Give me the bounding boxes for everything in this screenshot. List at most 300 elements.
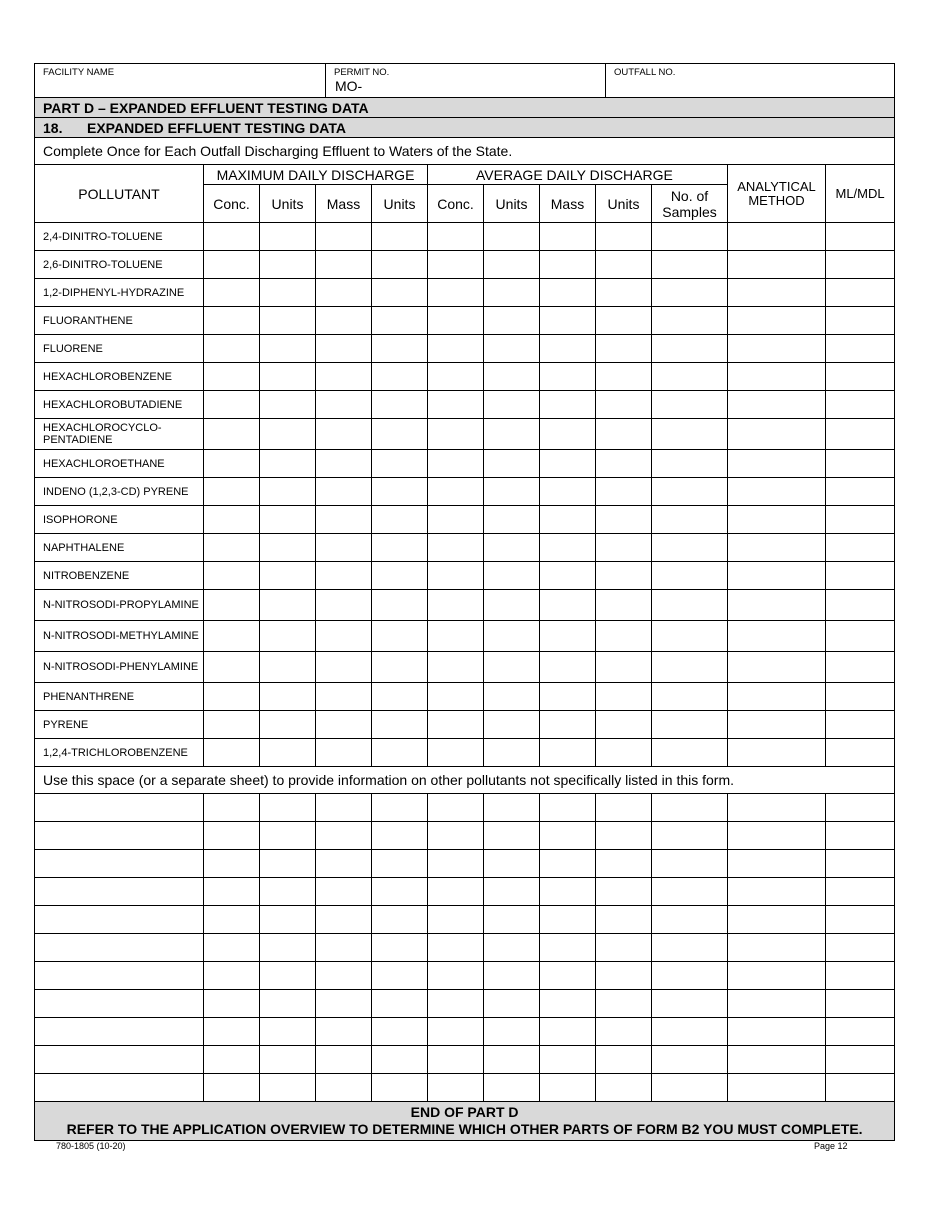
max-mass-units-cell[interactable]	[372, 279, 428, 307]
avg-mass-cell[interactable]	[540, 279, 596, 307]
avg-mass-units-cell[interactable]	[596, 419, 652, 450]
analytical-method-cell[interactable]	[728, 223, 826, 251]
other-pollutant-cell[interactable]	[35, 934, 204, 962]
avg-conc-units-cell[interactable]	[484, 850, 540, 878]
avg-mass-cell[interactable]	[540, 683, 596, 711]
avg-mass-cell[interactable]	[540, 711, 596, 739]
max-mass-units-cell[interactable]	[372, 906, 428, 934]
avg-mass-units-cell[interactable]	[596, 711, 652, 739]
analytical-method-cell[interactable]	[728, 506, 826, 534]
max-conc-units-cell[interactable]	[260, 962, 316, 990]
facility-name-field[interactable]	[35, 64, 326, 98]
max-mass-units-cell[interactable]	[372, 711, 428, 739]
max-conc-cell[interactable]	[204, 739, 260, 767]
no-of-samples-cell[interactable]	[652, 251, 728, 279]
no-of-samples-cell[interactable]	[652, 590, 728, 621]
avg-conc-units-cell[interactable]	[484, 652, 540, 683]
avg-conc-cell[interactable]	[428, 1046, 484, 1074]
max-conc-units-cell[interactable]	[260, 590, 316, 621]
avg-mass-cell[interactable]	[540, 962, 596, 990]
avg-conc-cell[interactable]	[428, 683, 484, 711]
avg-conc-units-cell[interactable]	[484, 822, 540, 850]
avg-mass-units-cell[interactable]	[596, 878, 652, 906]
max-conc-units-cell[interactable]	[260, 906, 316, 934]
analytical-method-cell[interactable]	[728, 652, 826, 683]
max-conc-units-cell[interactable]	[260, 279, 316, 307]
max-mass-units-cell[interactable]	[372, 652, 428, 683]
max-mass-cell[interactable]	[316, 307, 372, 335]
other-pollutant-cell[interactable]	[35, 794, 204, 822]
no-of-samples-cell[interactable]	[652, 1018, 728, 1046]
avg-mass-cell[interactable]	[540, 419, 596, 450]
max-mass-cell[interactable]	[316, 590, 372, 621]
avg-mass-units-cell[interactable]	[596, 590, 652, 621]
ml-mdl-cell[interactable]	[826, 711, 895, 739]
avg-mass-cell[interactable]	[540, 450, 596, 478]
max-conc-units-cell[interactable]	[260, 335, 316, 363]
other-pollutant-cell[interactable]	[35, 878, 204, 906]
max-conc-cell[interactable]	[204, 506, 260, 534]
max-mass-cell[interactable]	[316, 562, 372, 590]
max-conc-units-cell[interactable]	[260, 363, 316, 391]
max-conc-units-cell[interactable]	[260, 223, 316, 251]
analytical-method-cell[interactable]	[728, 335, 826, 363]
max-conc-cell[interactable]	[204, 534, 260, 562]
max-conc-units-cell[interactable]	[260, 739, 316, 767]
analytical-method-cell[interactable]	[728, 906, 826, 934]
avg-conc-cell[interactable]	[428, 906, 484, 934]
max-mass-cell[interactable]	[316, 251, 372, 279]
max-conc-cell[interactable]	[204, 335, 260, 363]
max-mass-cell[interactable]	[316, 335, 372, 363]
max-conc-units-cell[interactable]	[260, 419, 316, 450]
ml-mdl-cell[interactable]	[826, 990, 895, 1018]
avg-conc-units-cell[interactable]	[484, 934, 540, 962]
avg-mass-cell[interactable]	[540, 878, 596, 906]
avg-conc-cell[interactable]	[428, 850, 484, 878]
no-of-samples-cell[interactable]	[652, 878, 728, 906]
max-mass-units-cell[interactable]	[372, 419, 428, 450]
avg-mass-units-cell[interactable]	[596, 683, 652, 711]
avg-conc-cell[interactable]	[428, 652, 484, 683]
avg-mass-units-cell[interactable]	[596, 621, 652, 652]
max-mass-cell[interactable]	[316, 478, 372, 506]
other-pollutant-cell[interactable]	[35, 962, 204, 990]
avg-conc-units-cell[interactable]	[484, 223, 540, 251]
outfall-no-field[interactable]	[606, 64, 895, 98]
ml-mdl-cell[interactable]	[826, 307, 895, 335]
avg-mass-cell[interactable]	[540, 223, 596, 251]
no-of-samples-cell[interactable]	[652, 850, 728, 878]
max-conc-cell[interactable]	[204, 850, 260, 878]
max-mass-cell[interactable]	[316, 1046, 372, 1074]
no-of-samples-cell[interactable]	[652, 962, 728, 990]
permit-no-field[interactable]	[326, 64, 606, 98]
ml-mdl-cell[interactable]	[826, 223, 895, 251]
max-mass-units-cell[interactable]	[372, 878, 428, 906]
no-of-samples-cell[interactable]	[652, 739, 728, 767]
other-pollutant-cell[interactable]	[35, 990, 204, 1018]
analytical-method-cell[interactable]	[728, 850, 826, 878]
other-pollutant-cell[interactable]	[35, 850, 204, 878]
ml-mdl-cell[interactable]	[826, 794, 895, 822]
analytical-method-cell[interactable]	[728, 450, 826, 478]
analytical-method-cell[interactable]	[728, 878, 826, 906]
ml-mdl-cell[interactable]	[826, 878, 895, 906]
avg-mass-units-cell[interactable]	[596, 934, 652, 962]
avg-conc-cell[interactable]	[428, 590, 484, 621]
avg-conc-units-cell[interactable]	[484, 739, 540, 767]
avg-mass-units-cell[interactable]	[596, 562, 652, 590]
avg-conc-cell[interactable]	[428, 1018, 484, 1046]
avg-mass-units-cell[interactable]	[596, 794, 652, 822]
no-of-samples-cell[interactable]	[652, 450, 728, 478]
max-conc-units-cell[interactable]	[260, 478, 316, 506]
max-mass-cell[interactable]	[316, 621, 372, 652]
avg-conc-cell[interactable]	[428, 419, 484, 450]
ml-mdl-cell[interactable]	[826, 962, 895, 990]
avg-mass-units-cell[interactable]	[596, 223, 652, 251]
avg-conc-units-cell[interactable]	[484, 1074, 540, 1102]
max-conc-units-cell[interactable]	[260, 562, 316, 590]
avg-mass-cell[interactable]	[540, 590, 596, 621]
max-mass-units-cell[interactable]	[372, 335, 428, 363]
other-pollutant-cell[interactable]	[35, 1074, 204, 1102]
max-conc-cell[interactable]	[204, 962, 260, 990]
analytical-method-cell[interactable]	[728, 1046, 826, 1074]
avg-conc-units-cell[interactable]	[484, 450, 540, 478]
avg-mass-cell[interactable]	[540, 534, 596, 562]
avg-conc-units-cell[interactable]	[484, 335, 540, 363]
analytical-method-cell[interactable]	[728, 621, 826, 652]
max-mass-cell[interactable]	[316, 850, 372, 878]
avg-conc-cell[interactable]	[428, 363, 484, 391]
avg-mass-cell[interactable]	[540, 1046, 596, 1074]
avg-mass-cell[interactable]	[540, 478, 596, 506]
max-conc-units-cell[interactable]	[260, 506, 316, 534]
avg-conc-cell[interactable]	[428, 711, 484, 739]
avg-conc-cell[interactable]	[428, 739, 484, 767]
avg-conc-cell[interactable]	[428, 562, 484, 590]
max-mass-units-cell[interactable]	[372, 621, 428, 652]
max-conc-cell[interactable]	[204, 794, 260, 822]
max-conc-cell[interactable]	[204, 1074, 260, 1102]
no-of-samples-cell[interactable]	[652, 1074, 728, 1102]
max-mass-units-cell[interactable]	[372, 1074, 428, 1102]
max-conc-cell[interactable]	[204, 223, 260, 251]
avg-mass-units-cell[interactable]	[596, 506, 652, 534]
no-of-samples-cell[interactable]	[652, 335, 728, 363]
max-conc-cell[interactable]	[204, 934, 260, 962]
avg-mass-cell[interactable]	[540, 391, 596, 419]
analytical-method-cell[interactable]	[728, 934, 826, 962]
ml-mdl-cell[interactable]	[826, 683, 895, 711]
max-mass-units-cell[interactable]	[372, 363, 428, 391]
avg-mass-cell[interactable]	[540, 990, 596, 1018]
max-mass-cell[interactable]	[316, 934, 372, 962]
max-mass-cell[interactable]	[316, 878, 372, 906]
max-conc-cell[interactable]	[204, 478, 260, 506]
avg-mass-units-cell[interactable]	[596, 335, 652, 363]
avg-conc-units-cell[interactable]	[484, 590, 540, 621]
avg-mass-units-cell[interactable]	[596, 251, 652, 279]
max-mass-units-cell[interactable]	[372, 506, 428, 534]
avg-mass-units-cell[interactable]	[596, 450, 652, 478]
avg-conc-cell[interactable]	[428, 251, 484, 279]
no-of-samples-cell[interactable]	[652, 652, 728, 683]
max-mass-cell[interactable]	[316, 1074, 372, 1102]
avg-conc-units-cell[interactable]	[484, 279, 540, 307]
avg-mass-units-cell[interactable]	[596, 1046, 652, 1074]
max-conc-cell[interactable]	[204, 391, 260, 419]
avg-conc-units-cell[interactable]	[484, 391, 540, 419]
avg-conc-units-cell[interactable]	[484, 363, 540, 391]
avg-conc-units-cell[interactable]	[484, 621, 540, 652]
avg-conc-cell[interactable]	[428, 450, 484, 478]
max-conc-units-cell[interactable]	[260, 711, 316, 739]
ml-mdl-cell[interactable]	[826, 1074, 895, 1102]
analytical-method-cell[interactable]	[728, 711, 826, 739]
max-conc-cell[interactable]	[204, 652, 260, 683]
no-of-samples-cell[interactable]	[652, 683, 728, 711]
max-mass-units-cell[interactable]	[372, 990, 428, 1018]
ml-mdl-cell[interactable]	[826, 534, 895, 562]
max-mass-units-cell[interactable]	[372, 223, 428, 251]
max-mass-units-cell[interactable]	[372, 590, 428, 621]
max-mass-units-cell[interactable]	[372, 1018, 428, 1046]
avg-mass-cell[interactable]	[540, 1074, 596, 1102]
avg-conc-cell[interactable]	[428, 478, 484, 506]
analytical-method-cell[interactable]	[728, 562, 826, 590]
max-mass-cell[interactable]	[316, 652, 372, 683]
avg-conc-cell[interactable]	[428, 1074, 484, 1102]
avg-conc-cell[interactable]	[428, 307, 484, 335]
ml-mdl-cell[interactable]	[826, 363, 895, 391]
ml-mdl-cell[interactable]	[826, 739, 895, 767]
avg-mass-cell[interactable]	[540, 335, 596, 363]
analytical-method-cell[interactable]	[728, 478, 826, 506]
ml-mdl-cell[interactable]	[826, 419, 895, 450]
no-of-samples-cell[interactable]	[652, 223, 728, 251]
ml-mdl-cell[interactable]	[826, 822, 895, 850]
other-pollutant-cell[interactable]	[35, 1046, 204, 1074]
avg-conc-units-cell[interactable]	[484, 683, 540, 711]
ml-mdl-cell[interactable]	[826, 506, 895, 534]
avg-mass-units-cell[interactable]	[596, 906, 652, 934]
max-mass-units-cell[interactable]	[372, 683, 428, 711]
max-mass-units-cell[interactable]	[372, 450, 428, 478]
max-mass-cell[interactable]	[316, 822, 372, 850]
no-of-samples-cell[interactable]	[652, 906, 728, 934]
max-conc-units-cell[interactable]	[260, 1046, 316, 1074]
max-mass-units-cell[interactable]	[372, 307, 428, 335]
no-of-samples-cell[interactable]	[652, 822, 728, 850]
max-mass-units-cell[interactable]	[372, 1046, 428, 1074]
avg-conc-cell[interactable]	[428, 335, 484, 363]
ml-mdl-cell[interactable]	[826, 562, 895, 590]
avg-mass-units-cell[interactable]	[596, 534, 652, 562]
max-conc-cell[interactable]	[204, 822, 260, 850]
analytical-method-cell[interactable]	[728, 1018, 826, 1046]
no-of-samples-cell[interactable]	[652, 506, 728, 534]
analytical-method-cell[interactable]	[728, 990, 826, 1018]
max-conc-units-cell[interactable]	[260, 850, 316, 878]
avg-mass-cell[interactable]	[540, 906, 596, 934]
max-conc-units-cell[interactable]	[260, 251, 316, 279]
max-mass-units-cell[interactable]	[372, 562, 428, 590]
max-mass-units-cell[interactable]	[372, 739, 428, 767]
max-conc-cell[interactable]	[204, 450, 260, 478]
max-conc-units-cell[interactable]	[260, 307, 316, 335]
no-of-samples-cell[interactable]	[652, 621, 728, 652]
avg-conc-cell[interactable]	[428, 934, 484, 962]
max-mass-cell[interactable]	[316, 990, 372, 1018]
avg-mass-units-cell[interactable]	[596, 652, 652, 683]
avg-mass-units-cell[interactable]	[596, 363, 652, 391]
avg-mass-cell[interactable]	[540, 850, 596, 878]
no-of-samples-cell[interactable]	[652, 391, 728, 419]
max-conc-cell[interactable]	[204, 307, 260, 335]
other-pollutant-cell[interactable]	[35, 906, 204, 934]
no-of-samples-cell[interactable]	[652, 478, 728, 506]
max-conc-cell[interactable]	[204, 621, 260, 652]
avg-conc-cell[interactable]	[428, 822, 484, 850]
avg-conc-units-cell[interactable]	[484, 478, 540, 506]
no-of-samples-cell[interactable]	[652, 711, 728, 739]
max-mass-cell[interactable]	[316, 363, 372, 391]
avg-mass-cell[interactable]	[540, 652, 596, 683]
avg-mass-units-cell[interactable]	[596, 850, 652, 878]
max-mass-cell[interactable]	[316, 711, 372, 739]
no-of-samples-cell[interactable]	[652, 307, 728, 335]
max-mass-units-cell[interactable]	[372, 478, 428, 506]
no-of-samples-cell[interactable]	[652, 279, 728, 307]
max-mass-cell[interactable]	[316, 506, 372, 534]
avg-mass-units-cell[interactable]	[596, 739, 652, 767]
max-mass-cell[interactable]	[316, 906, 372, 934]
analytical-method-cell[interactable]	[728, 683, 826, 711]
avg-conc-cell[interactable]	[428, 534, 484, 562]
no-of-samples-cell[interactable]	[652, 363, 728, 391]
ml-mdl-cell[interactable]	[826, 279, 895, 307]
avg-mass-cell[interactable]	[540, 363, 596, 391]
max-mass-cell[interactable]	[316, 391, 372, 419]
ml-mdl-cell[interactable]	[826, 1018, 895, 1046]
max-mass-units-cell[interactable]	[372, 934, 428, 962]
ml-mdl-cell[interactable]	[826, 478, 895, 506]
avg-conc-units-cell[interactable]	[484, 962, 540, 990]
no-of-samples-cell[interactable]	[652, 990, 728, 1018]
avg-mass-units-cell[interactable]	[596, 478, 652, 506]
max-conc-units-cell[interactable]	[260, 1018, 316, 1046]
avg-mass-cell[interactable]	[540, 739, 596, 767]
avg-conc-units-cell[interactable]	[484, 534, 540, 562]
max-mass-units-cell[interactable]	[372, 391, 428, 419]
analytical-method-cell[interactable]	[728, 1074, 826, 1102]
max-conc-cell[interactable]	[204, 906, 260, 934]
avg-conc-units-cell[interactable]	[484, 307, 540, 335]
ml-mdl-cell[interactable]	[826, 1046, 895, 1074]
analytical-method-cell[interactable]	[728, 419, 826, 450]
max-conc-cell[interactable]	[204, 990, 260, 1018]
ml-mdl-cell[interactable]	[826, 934, 895, 962]
avg-mass-units-cell[interactable]	[596, 391, 652, 419]
avg-mass-cell[interactable]	[540, 562, 596, 590]
max-mass-units-cell[interactable]	[372, 850, 428, 878]
max-mass-cell[interactable]	[316, 1018, 372, 1046]
max-conc-cell[interactable]	[204, 1018, 260, 1046]
max-conc-units-cell[interactable]	[260, 652, 316, 683]
avg-conc-units-cell[interactable]	[484, 794, 540, 822]
no-of-samples-cell[interactable]	[652, 419, 728, 450]
avg-mass-cell[interactable]	[540, 1018, 596, 1046]
avg-conc-units-cell[interactable]	[484, 506, 540, 534]
avg-mass-units-cell[interactable]	[596, 279, 652, 307]
max-mass-units-cell[interactable]	[372, 822, 428, 850]
max-mass-cell[interactable]	[316, 223, 372, 251]
avg-conc-units-cell[interactable]	[484, 990, 540, 1018]
max-conc-cell[interactable]	[204, 878, 260, 906]
ml-mdl-cell[interactable]	[826, 391, 895, 419]
analytical-method-cell[interactable]	[728, 822, 826, 850]
avg-conc-cell[interactable]	[428, 878, 484, 906]
avg-mass-cell[interactable]	[540, 794, 596, 822]
max-conc-units-cell[interactable]	[260, 391, 316, 419]
max-mass-cell[interactable]	[316, 419, 372, 450]
ml-mdl-cell[interactable]	[826, 450, 895, 478]
no-of-samples-cell[interactable]	[652, 534, 728, 562]
analytical-method-cell[interactable]	[728, 391, 826, 419]
avg-conc-units-cell[interactable]	[484, 1018, 540, 1046]
analytical-method-cell[interactable]	[728, 307, 826, 335]
avg-conc-cell[interactable]	[428, 962, 484, 990]
avg-mass-cell[interactable]	[540, 307, 596, 335]
analytical-method-cell[interactable]	[728, 251, 826, 279]
max-conc-cell[interactable]	[204, 363, 260, 391]
avg-mass-units-cell[interactable]	[596, 962, 652, 990]
max-mass-units-cell[interactable]	[372, 251, 428, 279]
max-conc-units-cell[interactable]	[260, 1074, 316, 1102]
avg-mass-cell[interactable]	[540, 822, 596, 850]
ml-mdl-cell[interactable]	[826, 850, 895, 878]
avg-conc-units-cell[interactable]	[484, 251, 540, 279]
avg-conc-cell[interactable]	[428, 794, 484, 822]
other-pollutant-cell[interactable]	[35, 822, 204, 850]
max-conc-cell[interactable]	[204, 562, 260, 590]
analytical-method-cell[interactable]	[728, 363, 826, 391]
max-conc-cell[interactable]	[204, 1046, 260, 1074]
avg-conc-cell[interactable]	[428, 279, 484, 307]
other-pollutant-cell[interactable]	[35, 1018, 204, 1046]
avg-conc-units-cell[interactable]	[484, 419, 540, 450]
max-conc-units-cell[interactable]	[260, 683, 316, 711]
max-conc-cell[interactable]	[204, 711, 260, 739]
max-conc-units-cell[interactable]	[260, 878, 316, 906]
max-mass-cell[interactable]	[316, 683, 372, 711]
max-conc-units-cell[interactable]	[260, 934, 316, 962]
max-mass-cell[interactable]	[316, 534, 372, 562]
avg-mass-units-cell[interactable]	[596, 990, 652, 1018]
max-conc-units-cell[interactable]	[260, 794, 316, 822]
max-conc-units-cell[interactable]	[260, 990, 316, 1018]
avg-mass-cell[interactable]	[540, 621, 596, 652]
avg-mass-units-cell[interactable]	[596, 307, 652, 335]
max-mass-units-cell[interactable]	[372, 962, 428, 990]
avg-conc-cell[interactable]	[428, 506, 484, 534]
max-conc-cell[interactable]	[204, 279, 260, 307]
analytical-method-cell[interactable]	[728, 794, 826, 822]
max-mass-units-cell[interactable]	[372, 794, 428, 822]
